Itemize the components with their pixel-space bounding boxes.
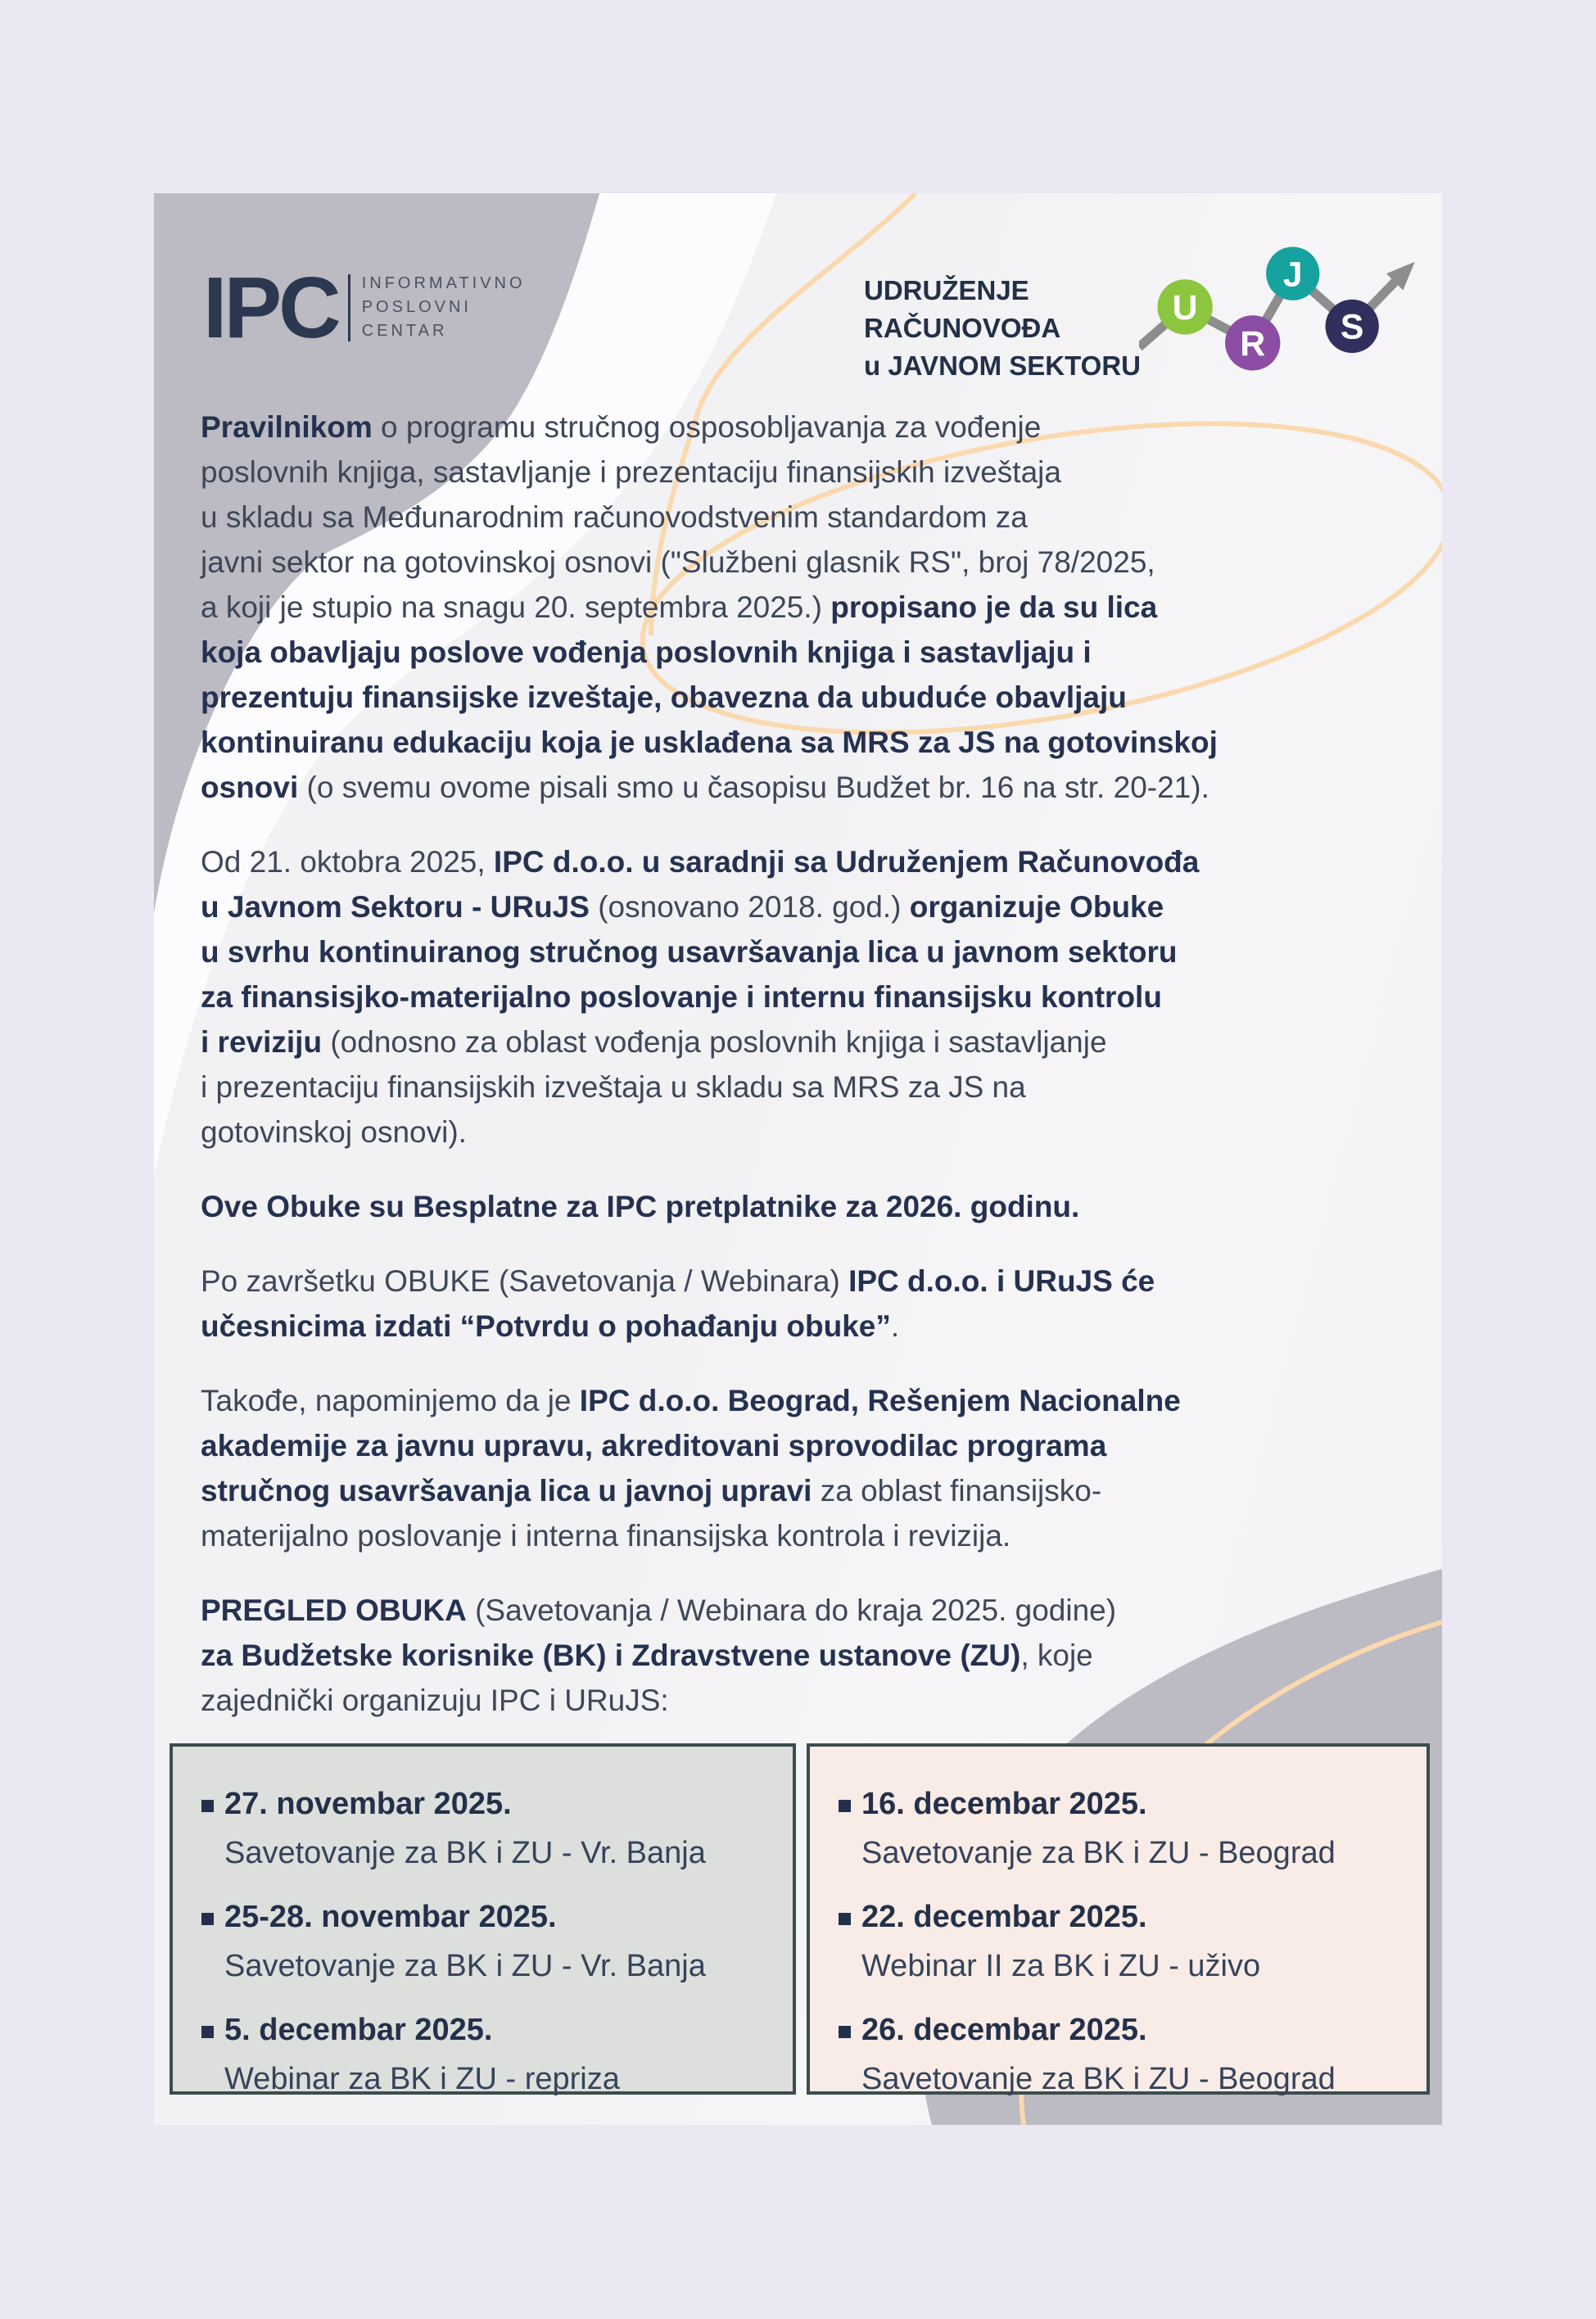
schedule-item bbox=[201, 1779, 793, 1878]
urujs-node-letter: R bbox=[1240, 324, 1266, 364]
text-line: Pravilnikom o programu stručnog osposobljavanja za vođenje bbox=[201, 410, 1042, 444]
paragraph-2 bbox=[201, 839, 1429, 1155]
schedule-item-date: 26. decembar 2025. bbox=[839, 2005, 1426, 2055]
schedule-item-date: 22. decembar 2025. bbox=[839, 1892, 1426, 1942]
ipc-logo bbox=[203, 259, 526, 356]
text-line: poslovnih knjiga, sastavljanje i prezentaciju finansijskih izveštaja bbox=[201, 455, 1061, 489]
schedule-item-date: 27. novembar 2025. bbox=[201, 1779, 793, 1829]
paragraph-3 bbox=[201, 1184, 1429, 1229]
paragraph-4 bbox=[201, 1259, 1429, 1349]
schedule-item bbox=[839, 2005, 1426, 2104]
text-line: osnovi (o svemu ovome pisali smo u časopisu Budžet br. 16 na str. 20-21). bbox=[201, 771, 1209, 804]
square-bullet-icon bbox=[201, 2026, 214, 2038]
ipc-logo-acronym: IPC bbox=[203, 259, 338, 356]
schedule-item-date: 16. decembar 2025. bbox=[839, 1779, 1426, 1829]
text-line: Po završetku OBUKE (Savetovanja / Webinara) IPC d.o.o. i URuJS će bbox=[201, 1264, 1155, 1298]
text-line: a koji je stupio na snagu 20. septembra 2025.) propisano je da su lica bbox=[201, 590, 1158, 624]
urujs-wordmark-line: UDRUŽENJE bbox=[864, 275, 1029, 305]
urujs-wordmark-line: u JAVNOM SEKTORU bbox=[864, 350, 1141, 381]
paragraph-1 bbox=[201, 405, 1429, 810]
text-line: stručnog usavršavanja lica u javnoj upravi za oblast finansijsko- bbox=[201, 1474, 1102, 1508]
text-line: u skladu sa Međunarodnim računovodstvenim standardom za bbox=[201, 500, 1028, 534]
square-bullet-icon bbox=[839, 1913, 851, 1925]
schedule-item-description: Savetovanje za BK i ZU - Vr. Banja bbox=[224, 1836, 706, 1870]
urujs-node-letter: J bbox=[1282, 255, 1303, 295]
ipc-logo-subtitle-line: POSLOVNI bbox=[361, 298, 472, 316]
paragraph-5 bbox=[201, 1378, 1429, 1558]
text-line: i reviziju (odnosno za oblast vođenja poslovnih knjiga i sastavljanje bbox=[201, 1025, 1107, 1059]
schedule-item-description: Savetovanje za BK i ZU - Beograd bbox=[861, 1836, 1336, 1870]
schedule-item-date: 25-28. novembar 2025. bbox=[201, 1892, 793, 1942]
schedule-item-description: Savetovanje za BK i ZU - Vr. Banja bbox=[224, 1949, 706, 1983]
square-bullet-icon bbox=[201, 1913, 214, 1925]
urujs-logo bbox=[1139, 229, 1427, 393]
text-line: koja obavljaju poslove vođenja poslovnih knjiga i sastavljaju i bbox=[201, 635, 1092, 669]
text-line: u svrhu kontinuiranog stručnog usavršavanja lica u javnom sektoru bbox=[201, 935, 1178, 969]
text-line: javni sektor na gotovinskoj osnovi ("Službeni glasnik RS", broj 78/2025, bbox=[201, 545, 1155, 579]
ipc-logo-subtitle bbox=[362, 272, 526, 343]
text-line: prezentuju finansijske izveštaje, obavezna da ubuduće obavljaju bbox=[201, 680, 1127, 714]
text-line: Od 21. oktobra 2025, IPC d.o.o. u saradnji sa Udruženjem Računovođa bbox=[201, 845, 1200, 879]
urujs-wordmark bbox=[864, 272, 1141, 385]
urujs-node-letter: U bbox=[1172, 288, 1198, 328]
text-line: materijalno poslovanje i interna finansijska kontrola i revizija. bbox=[201, 1519, 1011, 1553]
body-text bbox=[201, 405, 1429, 1752]
text-line: učesnicima izdati “Potvrdu o pohađanju obuke”. bbox=[201, 1309, 900, 1343]
text-line: kontinuiranu edukaciju koja je usklađena sa MRS za JS na gotovinskoj bbox=[201, 726, 1218, 759]
schedule-item bbox=[201, 1892, 793, 1991]
schedule-item bbox=[839, 1892, 1426, 1991]
text-line: PREGLED OBUKA (Savetovanja / Webinara do kraja 2025. godine) bbox=[201, 1593, 1117, 1627]
flyer-card bbox=[154, 193, 1442, 2125]
text-line: Ove Obuke su Besplatne za IPC pretplatnike za 2026. godinu. bbox=[201, 1190, 1080, 1223]
text-line: za Budžetske korisnike (BK) i Zdravstvene ustanove (ZU), koje bbox=[201, 1639, 1093, 1672]
schedule-box-right bbox=[807, 1743, 1430, 2095]
schedule-item-description: Savetovanje za BK i ZU - Beograd bbox=[861, 2062, 1336, 2096]
urujs-wordmark-line: RAČUNOVOĐA bbox=[864, 313, 1061, 343]
text-line: akademije za javnu upravu, akreditovani sprovodilac programa bbox=[201, 1429, 1107, 1462]
square-bullet-icon bbox=[201, 1800, 214, 1812]
schedule-box-left bbox=[170, 1743, 796, 2095]
schedule-item-date: 5. decembar 2025. bbox=[201, 2005, 793, 2055]
text-line: zajednički organizuju IPC i URuJS: bbox=[201, 1684, 669, 1717]
text-line: u Javnom Sektoru - URuJS (osnovano 2018. god.) organizuje Obuke bbox=[201, 890, 1164, 924]
square-bullet-icon bbox=[839, 1800, 851, 1812]
schedule-item bbox=[201, 2005, 793, 2104]
ipc-logo-divider bbox=[348, 274, 350, 341]
square-bullet-icon bbox=[839, 2026, 851, 2038]
ipc-logo-subtitle-line: INFORMATIVNO bbox=[361, 274, 526, 292]
schedule-item bbox=[839, 1779, 1426, 1878]
text-line: gotovinskoj osnovi). bbox=[201, 1115, 467, 1149]
urujs-node-letter: S bbox=[1340, 307, 1364, 347]
text-line: Takođe, napominjemo da je IPC d.o.o. Beograd, Rešenjem Nacionalne bbox=[201, 1384, 1181, 1417]
paragraph-6 bbox=[201, 1588, 1429, 1723]
schedule-item-description: Webinar za BK i ZU - repriza bbox=[224, 2062, 620, 2096]
schedule-item-description: Webinar II za BK i ZU - uživo bbox=[861, 1949, 1261, 1983]
ipc-logo-subtitle-line: CENTAR bbox=[361, 322, 448, 340]
text-line: i prezentaciju finansijskih izveštaja u skladu sa MRS za JS na bbox=[201, 1070, 1026, 1104]
text-line: za finansisjko-materijalno poslovanje i internu finansijsku kontrolu bbox=[201, 980, 1162, 1014]
